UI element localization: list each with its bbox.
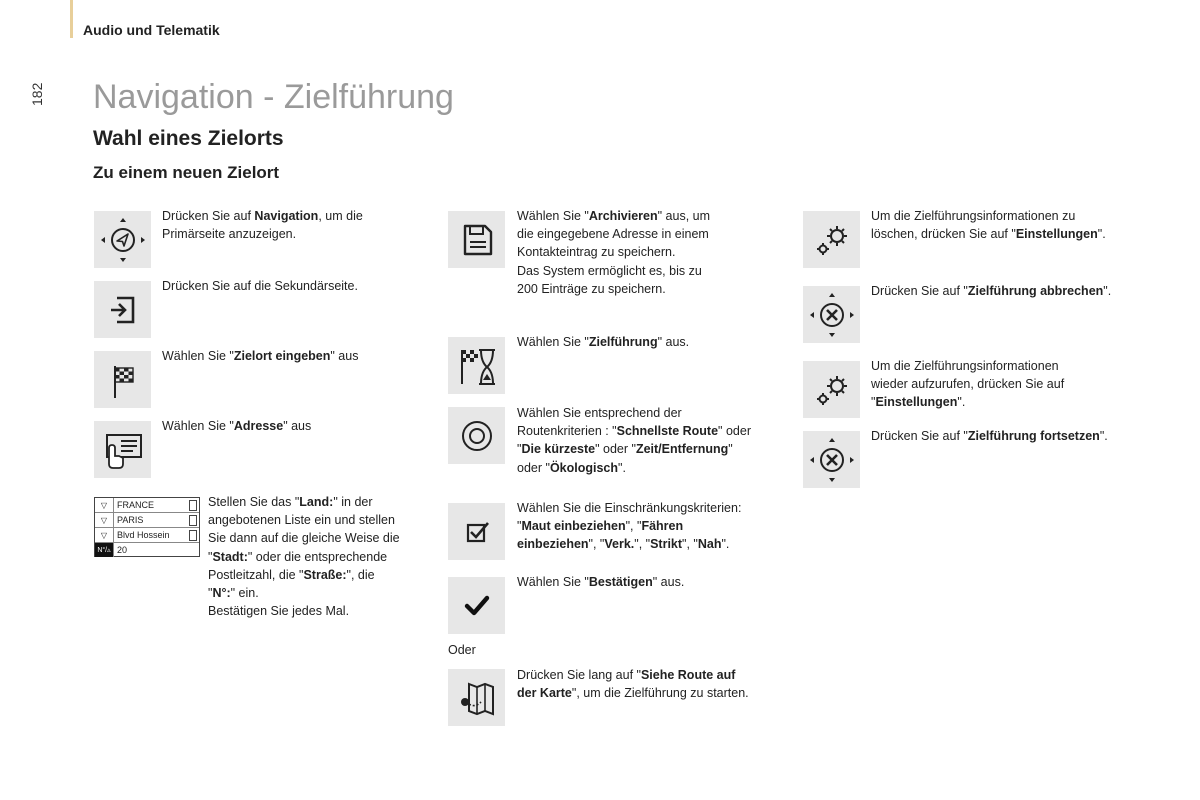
step-archive-text: Wählen Sie "Archivieren" aus, um die eingegebene Adresse in einem Kontakteintrag zu speichern. Das System ermöglicht es, bis zu 200 Einträge zu speichern. [517, 209, 710, 296]
address-form-preview [94, 497, 200, 557]
save-disk-icon [448, 211, 505, 268]
step-clear-settings-text: Um die Zielführungsinformationen zu löschen, drücken Sie auf "Einstellungen". [871, 209, 1106, 242]
cancel-guidance-icon [803, 286, 860, 343]
step-address-form-text: Stellen Sie das "Land:" in der angebotenen Liste ein und stellen Sie dann auf die gleiche Weise die "Stadt:" oder die entsprechende Postleitzahl, die "Straße:", die "N°:" ein. Bestätigen Sie jedes Mal. [208, 495, 400, 619]
step-route-criteria-text: Wählen Sie entsprechend der Routenkriterien : "Schnellste Route" oder "Die kürzeste" oder "Zeit/Entfernung" oder "Ökologisch". [517, 406, 751, 475]
step-restore-settings-text: Um die Zielführungsinformationen wieder aufzurufen, drücken Sie auf "Einstellungen". [871, 359, 1065, 410]
form-row-number: N°/▵ 20 [95, 543, 199, 557]
form-row-street: ▽ Blvd Hossein [95, 528, 199, 543]
checkbox-icon [448, 503, 505, 560]
step-confirm-text: Wählen Sie "Bestätigen" aus. [517, 575, 685, 589]
step-restrictions-text: Wählen Sie die Einschränkungskriterien: "Maut einbeziehen", "Fähren einbeziehen", "Verk.", "Strikt", "Nah". [517, 501, 742, 552]
secondary-page-icon [94, 281, 151, 338]
step-secondary-text: Drücken Sie auf die Sekundärseite. [162, 279, 358, 293]
address-card-icon [94, 421, 151, 478]
step-cancel-text: Drücken Sie auf "Zielführung abbrechen". [871, 284, 1112, 298]
settings-gears-icon [803, 361, 860, 418]
step-resume-text: Drücken Sie auf "Zielführung fortsetzen". [871, 429, 1108, 443]
navigation-arrow-icon [94, 211, 151, 268]
section-heading: Wahl eines Zielorts [93, 127, 284, 150]
form-row-city: ▽ PARIS [95, 513, 199, 528]
map-pin-icon [448, 669, 505, 726]
step-show-route-text: Drücken Sie lang auf "Siehe Route auf der Karte", um die Zielführung zu starten. [517, 668, 749, 701]
resume-guidance-icon [803, 431, 860, 488]
flag-hourglass-icon [448, 337, 505, 394]
page-number: 182 [29, 82, 45, 106]
section-label: Audio und Telematik [83, 22, 220, 38]
step-address-text: Wählen Sie "Adresse" aus [162, 419, 312, 433]
page-title: Navigation - Zielführung [93, 78, 454, 116]
or-label: Oder [448, 643, 476, 657]
form-row-country: ▽ FRANCE [95, 498, 199, 513]
step-navigation-text: Drücken Sie auf Navigation, um die Primärseite anzuzeigen. [162, 209, 363, 242]
settings-gears-icon [803, 211, 860, 268]
header-accent-bar [70, 0, 73, 38]
target-circle-icon [448, 407, 505, 464]
checkmark-icon [448, 577, 505, 634]
checkered-flag-icon [94, 351, 151, 408]
step-guidance-text: Wählen Sie "Zielführung" aus. [517, 335, 690, 349]
subsection-heading: Zu einem neuen Zielort [93, 163, 280, 182]
step-destination-text: Wählen Sie "Zielort eingeben" aus [162, 349, 359, 363]
